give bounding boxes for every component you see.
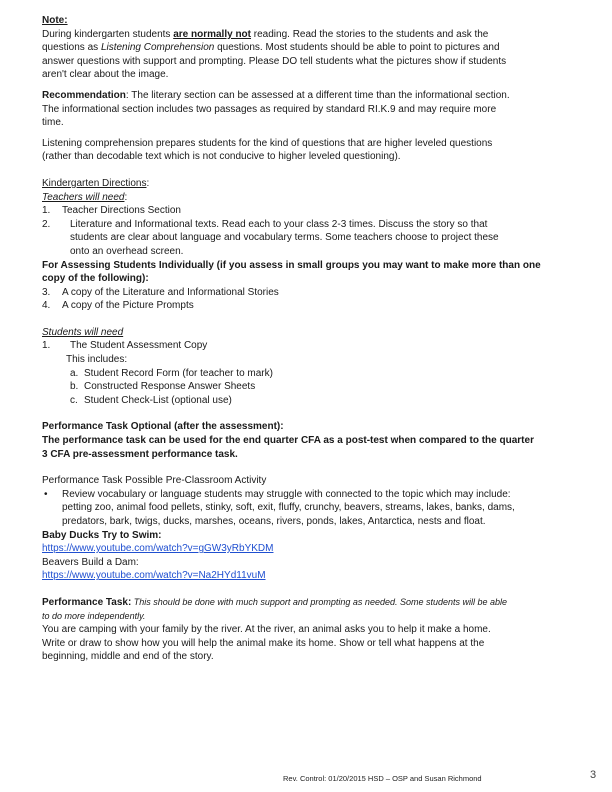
list-item [42, 299, 568, 313]
sub-list-item [42, 367, 568, 381]
list-number: 3. [42, 286, 51, 298]
directions-heading-colon: : [146, 177, 150, 189]
ducks-video-row [42, 542, 568, 556]
footer-revision: Rev. Control: 01/20/2015 HSD – OSP and Susan Richmond [283, 774, 482, 783]
performance-task-prompt-1: You are camping with your family by the river. At the river, an animal asks you to help it make a home. [42, 624, 491, 636]
list-text: The Student Assessment Copy [70, 340, 208, 352]
includes-text: This includes: [66, 354, 128, 366]
recommendation-line-1 [42, 89, 568, 103]
recommendation-line-3: time. [42, 117, 64, 129]
pre-classroom-heading: Performance Task Possible Pre-Classroom Activity [42, 475, 267, 487]
list-text: Teacher Directions Section [62, 205, 181, 217]
note-text: questions as [42, 42, 101, 54]
note-italic: Listening Comprehension [100, 42, 215, 54]
list-number: 1. [42, 340, 51, 352]
bullet-icon: • [44, 488, 48, 500]
performance-optional-line-2: 3 CFA pre-assessment performance task. [42, 448, 238, 460]
teachers-need-colon: : [124, 191, 128, 203]
note-line-2 [42, 41, 568, 55]
sub-list-text: Student Check-List (optional use) [84, 394, 232, 406]
note-text: questions. Most students should be able to point to pictures and [214, 42, 500, 54]
note-heading: Note: [42, 15, 68, 26]
note-line-4: aren't clear about the image. [42, 69, 169, 81]
ducks-video-link[interactable]: https://www.youtube.com/watch?v=gGW3yRbYKDM [42, 543, 274, 555]
bullet-text-line: predators, bark, twigs, ducks, marshes, oceans, rivers, ponds, lakes, Antarctica, nests and float. [62, 516, 486, 527]
list-number: 4. [42, 300, 51, 312]
bullet-text [62, 488, 568, 529]
note-line-1 [42, 28, 568, 42]
note-text: reading. Read the stories to the students and ask the [251, 28, 489, 40]
beavers-video-row [42, 569, 568, 583]
directions-heading [42, 177, 568, 191]
individual-line-2: copy of the following): [42, 273, 149, 285]
list-number: 1. [42, 205, 51, 217]
bullet-item [42, 488, 568, 529]
bullet-text-line: petting zoo, animal food pellets, stinky, soft, exit, fluffy, crunchy, beavers, streams, lakes, banks, dams, [62, 502, 515, 514]
list-item [42, 339, 568, 353]
note-line-3: answer questions with support and prompting. Please DO tell students what the pictures show if students [42, 55, 507, 67]
list-text [70, 218, 568, 259]
list-text: A copy of the Literature and Informational Stories [62, 286, 279, 298]
teachers-need-text: Teachers will need [42, 191, 125, 203]
performance-task-prompt-3: beginning, middle and end of the story. [42, 651, 214, 663]
page-footer [0, 768, 612, 784]
performance-task-note: This should be done with much support and prompting as needed. Some students will be able [131, 596, 508, 607]
recommendation-line-2: The informational section includes two passages as required by standard RI.K.9 and may require more [42, 103, 497, 115]
performance-optional-line-1: The performance task can be used for the end quarter CFA as a post-test when compared to the quarter [42, 435, 534, 447]
list-text-line: Literature and Informational texts. Read each to your class 2-3 times. Discuss the story so that [70, 218, 488, 230]
listening-line-1: Listening comprehension prepares students for the kind of questions that are higher leveled questions [42, 137, 493, 149]
note-text: During kindergarten students [42, 28, 174, 40]
beavers-video-link[interactable]: https://www.youtube.com/watch?v=Na2HYd11vuM [42, 570, 266, 582]
page-number: 3 [590, 769, 597, 781]
performance-task-line-1 [42, 596, 568, 610]
performance-optional-heading: Performance Task Optional (after the assessment): [42, 421, 284, 433]
list-item [42, 204, 568, 218]
listening-line-2: (rather than decodable text which is not conducive to higher leveled questioning). [42, 151, 401, 163]
note-emphasis: are normally not [173, 28, 251, 40]
ducks-video-title: Baby Ducks Try to Swim: [42, 529, 162, 541]
sub-list-item [42, 380, 568, 394]
recommendation-text: : The literary section can be assessed at a different time than the informational section. [125, 89, 510, 101]
teachers-need [42, 191, 568, 205]
list-item [42, 218, 568, 259]
directions-heading-text: Kindergarten Directions [42, 177, 147, 189]
sub-list-letter: b. [70, 381, 79, 393]
bullet-text-line: Review vocabulary or language students may struggle with connected to the topic which may include: [62, 488, 511, 500]
sub-list-text: Student Record Form (for teacher to mark) [84, 367, 273, 379]
recommendation-label: Recommendation [42, 89, 126, 101]
list-text-line: students are clear about language and vocabulary terms. Some teachers choose to project these [70, 232, 499, 244]
beavers-video-title: Beavers Build a Dam: [42, 556, 139, 568]
sub-list-text: Constructed Response Answer Sheets [84, 381, 256, 393]
list-text: A copy of the Picture Prompts [62, 300, 194, 312]
sub-list-letter: a. [70, 367, 79, 379]
individual-line-1: For Assessing Students Individually (if you assess in small groups you may want to make more than one [42, 259, 541, 271]
sub-list-item [42, 394, 568, 408]
performance-task-note-2: to do more independently. [42, 610, 146, 621]
performance-task-label: Performance Task: [42, 596, 132, 608]
performance-task-prompt-2: Write or draw to show how you will help the animal make its home. Show or tell what happens at the [42, 637, 485, 649]
list-text-line: onto an overhead screen. [70, 245, 184, 257]
list-number: 2. [42, 218, 51, 230]
sub-list-letter: c. [70, 394, 78, 406]
students-heading: Students will need [42, 326, 124, 338]
list-item [42, 286, 568, 300]
